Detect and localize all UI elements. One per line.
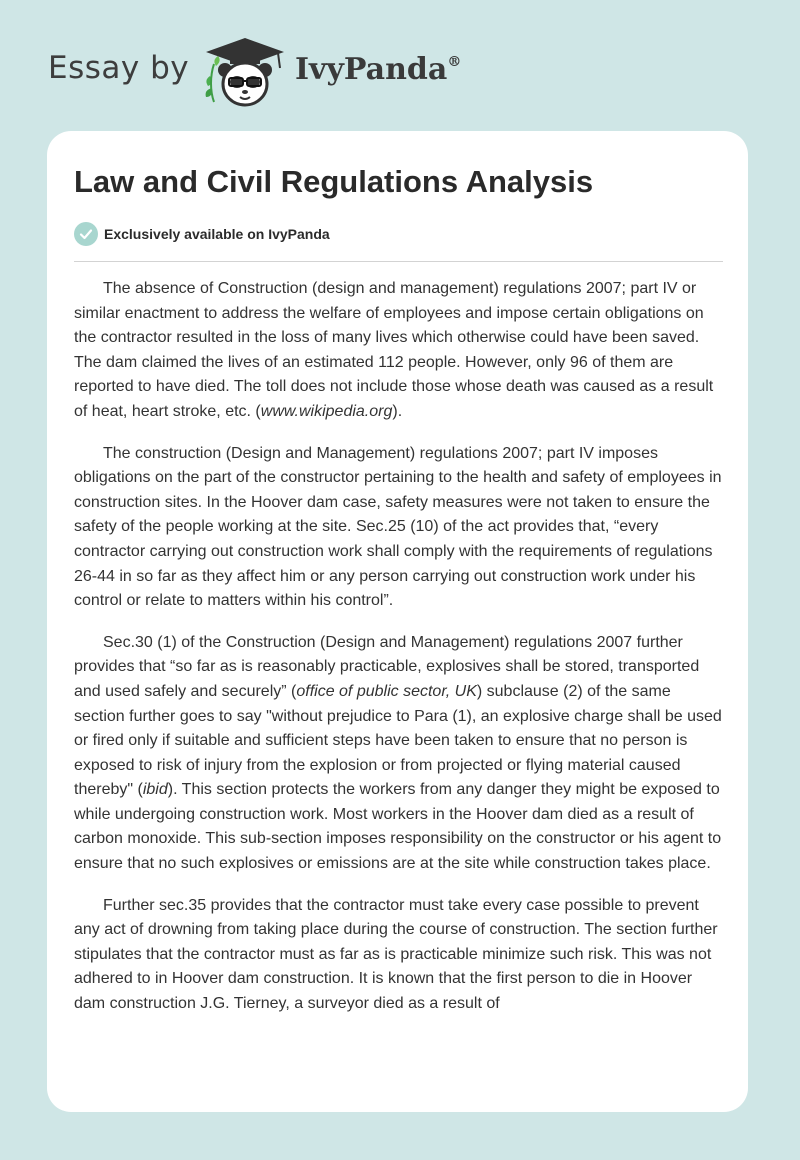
essay-by-label: Essay by	[48, 50, 190, 86]
panda-graduate-icon[interactable]	[200, 36, 290, 110]
paragraph-text: Sec.30 (1) of the Construction (Design and Management) regulations 2007 further provides that “so far as is reasonably practicable, explosives shall be stored, transported and used safely and securely” (	[74, 633, 700, 700]
divider	[74, 261, 723, 262]
paragraph-text: ).	[392, 402, 403, 420]
check-icon	[74, 222, 98, 246]
badge-text: Exclusively available on IvyPanda	[104, 226, 330, 242]
ivy-leaf-icon	[206, 56, 220, 102]
essay-paragraph	[74, 442, 724, 614]
exclusive-badge	[74, 221, 330, 247]
brand-name-text: IvyPanda	[295, 52, 448, 87]
paragraph-text: ) subclause (2) of the same section further goes to say "without prejudice to Para (1), an explosive charge shall be used or fired only if suitable and sufficient steps have been taken to ensure that no person is exposed to risk of injury from the explosion or from projected or flying material caused thereby" (	[74, 682, 722, 799]
essay-paragraph	[74, 631, 724, 877]
page-title: Law and Civil Regulations Analysis	[74, 164, 594, 199]
paragraph-text: The construction (Design and Management) regulations 2007; part IV imposes obligations on the part of the constructor pertaining to the health and safety of employees in construction sites. In the Hoover dam case, safety measures were not taken to ensure the safety of the people working at the site. Sec.25 (10) of the act provides that, “every contractor carrying out construction work shall comply with the requirements of regulations 26-44 in so far as they affect him or any person carrying out construction work under his control or relate to matters within his control”.	[74, 444, 722, 610]
paragraph-text: ). This section protects the workers from any danger they might be exposed to while undergoing construction work. Most workers in the Hoover dam died as a result of carbon monoxide. This sub-section imposes responsibility on the constructor or his agent to ensure that no such explosives or emissions are at the site while construction takes place.	[74, 781, 722, 873]
paragraph-text: The absence of Construction (design and management) regulations 2007; part IV or similar enactment to address the welfare of employees and impose certain obligations on the contractor resulted in the loss of many lives which otherwise could have been saved. The dam claimed the lives of an estimated 112 people. However, only 96 of them are reported to have died. The toll does not include those whose death was caused as a result of heat, heart stroke, etc. (	[74, 280, 714, 420]
site-header	[0, 0, 800, 130]
essay-paragraph	[74, 277, 724, 425]
citation-text: www.wikipedia.org	[260, 402, 393, 420]
brand-name[interactable]	[295, 52, 461, 87]
essay-paragraph	[74, 894, 724, 1017]
registered-mark: ®	[447, 54, 462, 70]
citation-text: ibid	[142, 781, 168, 799]
citation-text: office of public sector, UK	[296, 682, 477, 700]
paragraph-text: Further sec.35 provides that the contractor must take every case possible to prevent any act of drowning from taking place during the course of construction. The section further stipulates that the contractor must as far as is practicable minimize such risk. This was not adhered to in Hoover dam construction. It is known that the first person to die in Hoover dam construction J.G. Tierney, a surveyor died as a result of	[74, 896, 718, 1013]
essay-card	[47, 131, 748, 1112]
essay-body	[74, 277, 724, 1034]
